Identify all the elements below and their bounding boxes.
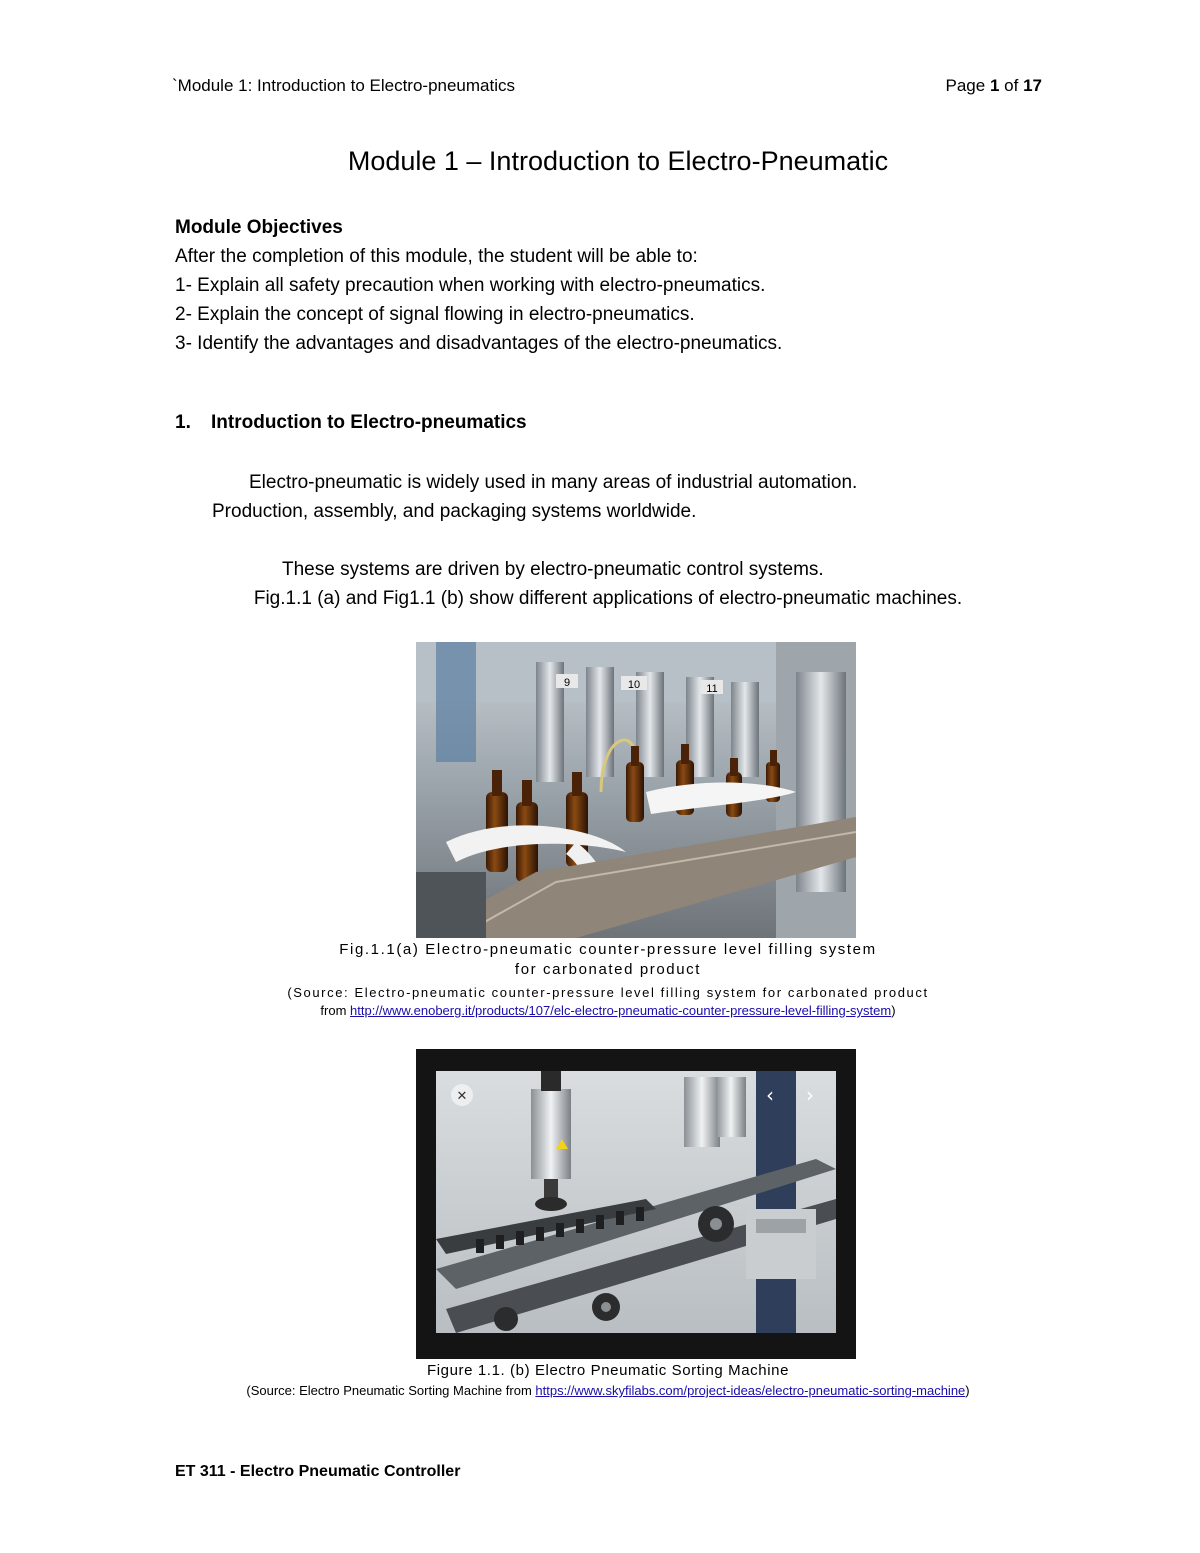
figure-b-source <box>0 1383 1200 1398</box>
module-objectives <box>175 213 782 358</box>
close-icon: ✕ <box>456 1089 468 1104</box>
page-current: 1 <box>989 76 1000 95</box>
station-number-label: 11 <box>706 683 718 695</box>
figure-a-caption: Fig.1.1(a) Electro-pneumatic counter-pressure level filling system <box>339 941 877 958</box>
objective-item: 2- Explain the concept of signal flowing in electro-pneumatics. <box>175 304 695 325</box>
running-header-title: `Module 1: Introduction to Electro-pneumatics <box>172 76 516 95</box>
page-total: 17 <box>1023 76 1042 95</box>
page-word: Page <box>945 76 986 95</box>
section-number: 1. <box>175 412 191 433</box>
station-number-label: 9 <box>563 677 571 689</box>
figure-b-source-link[interactable]: https://www.skyfilabs.com/project-ideas/electro-pneumatic-sorting-machine <box>535 1383 966 1398</box>
figure-b-image <box>416 1049 856 1359</box>
section-title: Introduction to Electro-pneumatics <box>211 412 527 433</box>
figure-b-source-prefix: (Source: Electro Pneumatic Sorting Machine from <box>246 1383 536 1398</box>
figure-a-caption-line2: for carbonated product <box>514 961 702 978</box>
station-number-label: 10 <box>627 679 641 691</box>
sorting-machine-illustration <box>416 1049 856 1359</box>
body-paragraph: Production, assembly, and packaging systems worldwide. <box>212 501 697 522</box>
body-paragraph: Electro-pneumatic is widely used in many areas of industrial automation. <box>249 472 858 493</box>
objectives-intro: After the completion of this module, the student will be able to: <box>175 246 698 267</box>
section-heading <box>175 412 527 434</box>
bottle-filling-machine-illustration <box>416 642 856 938</box>
body-paragraph: Fig.1.1 (a) and Fig1.1 (b) show different applications of electro-pneumatic machines. <box>253 588 963 609</box>
figure-a-source: (Source: Electro-pneumatic counter-pressure level filling system for carbonated product <box>287 985 929 1000</box>
objective-item: 1- Explain all safety precaution when working with electro-pneumatics. <box>175 275 766 296</box>
page-number <box>946 76 1042 96</box>
figure-a-source-prefix: from <box>320 1003 351 1018</box>
document-title: Module 1 – Introduction to Electro-Pneumatic <box>347 146 889 176</box>
figure-a-image <box>416 642 856 938</box>
figure-a-source-link-line <box>0 1003 1200 1018</box>
running-footer: ET 311 - Electro Pneumatic Controller <box>175 1463 461 1480</box>
figure-a-source-link[interactable]: http://www.enoberg.it/products/107/elc-electro-pneumatic-counter-pressure-level-filling-system <box>350 1003 892 1018</box>
page-of: of <box>1004 76 1019 95</box>
figure-b-caption: Figure 1.1. (b) Electro Pneumatic Sorting Machine <box>426 1362 790 1379</box>
body-paragraph: These systems are driven by electro-pneumatic control systems. <box>282 559 824 580</box>
chevron-right-icon: › <box>806 1083 814 1107</box>
objective-item: 3- Identify the advantages and disadvantages of the electro-pneumatics. <box>175 333 783 354</box>
figure-a-source-suffix: ) <box>891 1003 896 1018</box>
chevron-left-icon: ‹ <box>766 1083 774 1107</box>
figure-b-source-suffix: ) <box>965 1383 970 1398</box>
objectives-heading: Module Objectives <box>175 217 343 238</box>
